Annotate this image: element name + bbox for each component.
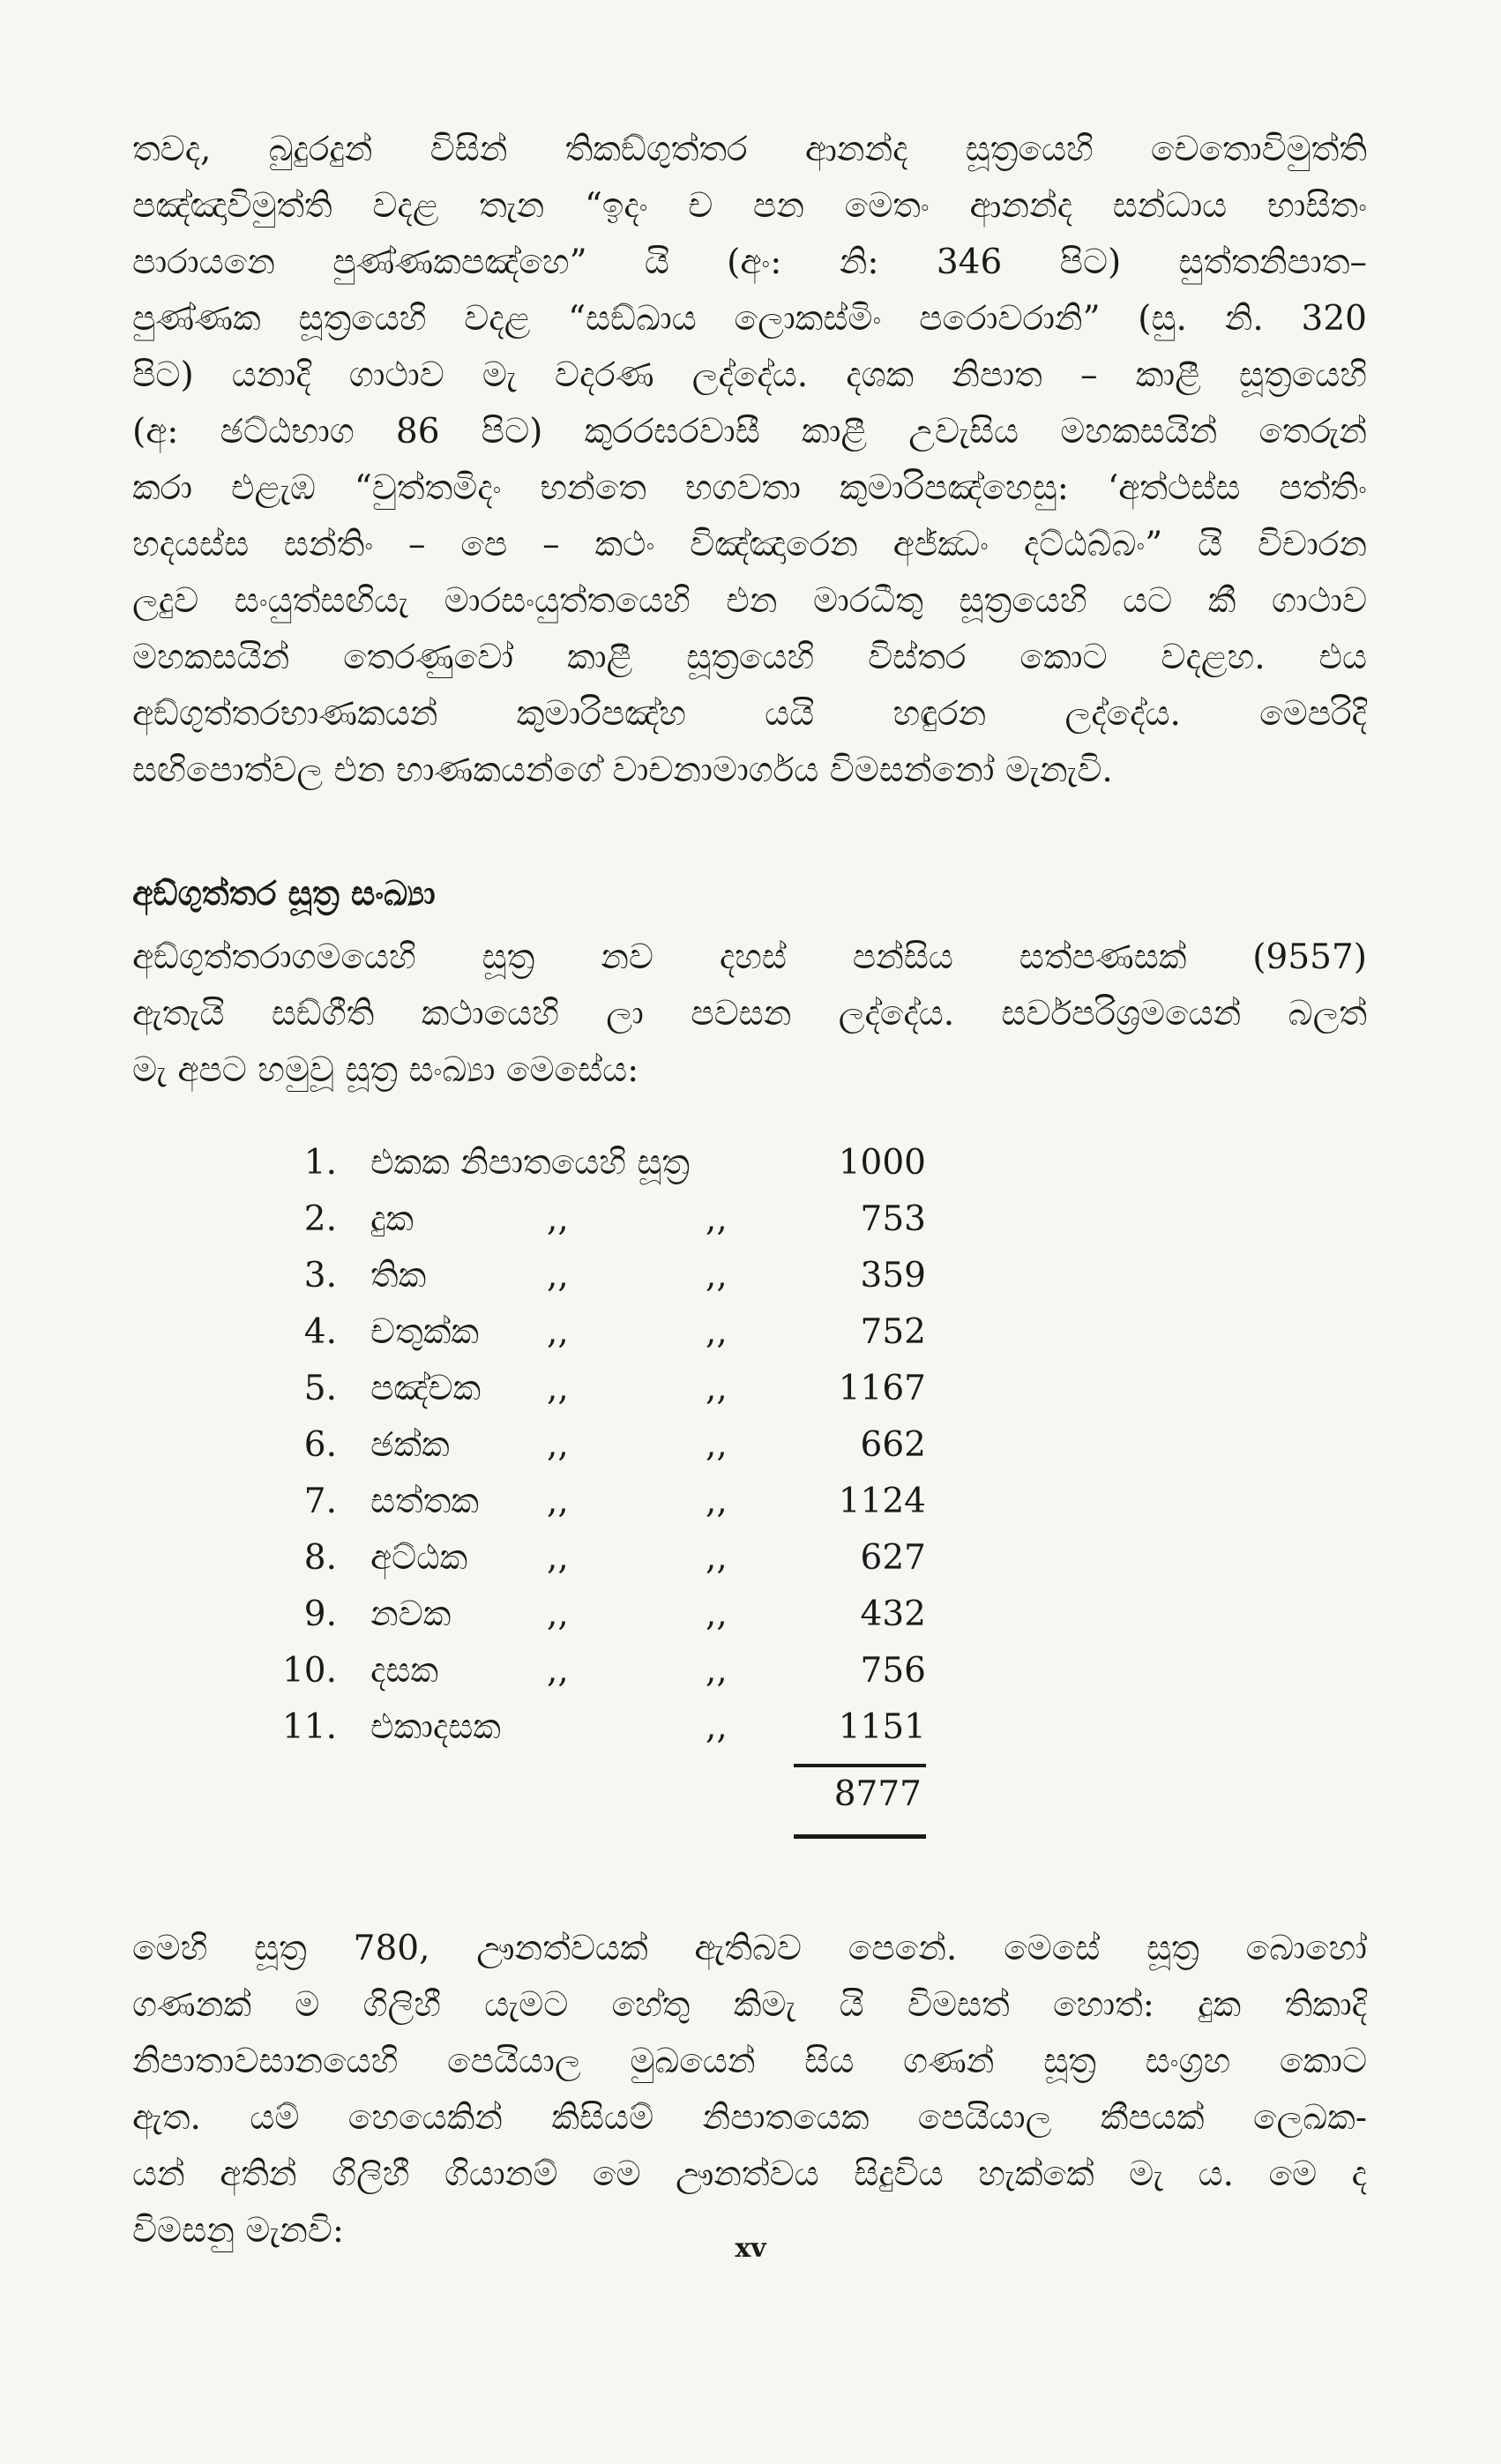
ditto-mark: ,, [547,1256,569,1295]
ditto-mark: ,, [547,1594,569,1634]
text-line: ගණනක් ම ගිලිහී යැමට හේතු කිමැ යි විමසත් හොත්: දුක තිකාදි [132,1985,1367,2025]
text-line: කරා එළැඹ “වුත්තමිදං භන්තෙ භගවතා කුමාරිපඤ්හෙසු: ‘අත්ථස්ස පත්තිං [132,468,1367,508]
ditto-mark: ,, [547,1482,569,1521]
section-heading: අඞ්ගුත්තර සූත්‍ර සංඛ්‍යා [132,873,436,913]
text-line: පුණ්ණක සූත්‍රයෙහි වදළ “සඞ්ඛාය ලොකස්මිං පරොවරානි” (සු. නි. 320 [132,299,1367,339]
ditto-mark: ,, [706,1538,728,1578]
ditto-mark: ,, [706,1594,728,1634]
row-number: 8. [303,1538,337,1578]
text-line: අඞ්ගුත්තරාගමයෙහි සූත්‍ර නව දහස් පන්සිය සත්පණසක් (9557) [132,937,1367,977]
sutta-count-table [273,1143,979,1764]
sutta-count: 753 [860,1199,926,1239]
nipata-name: චතුක්ක [370,1312,480,1352]
nipata-name: දසක [370,1651,439,1691]
nipata-name: ඡක්ක [370,1425,450,1465]
ditto-mark: ,, [706,1425,728,1465]
sutta-count: 1167 [838,1369,926,1408]
text-line: පිට) යනාදි ගාථාව මැ වදරණ ලද්දේය. දශක නිපාත – කාළී සූත්‍රයෙහි [132,355,1367,395]
sutta-count: 432 [860,1594,926,1634]
text-line: ලදුව සංයුත්සඟියැ මාරසංයුත්තයෙහි එන මාරධීතු සූත්‍රයෙහි යට කී ගාථාව [132,581,1367,621]
row-number: 5. [303,1369,337,1408]
sutta-count: 1000 [838,1143,926,1183]
nipata-name: එකක නිපාතයෙහි සූත්‍ර [370,1143,691,1183]
ditto-mark: ,, [547,1651,569,1691]
text-line: විමසනු මැනවි: [132,2211,344,2251]
ditto-mark: ,, [706,1482,728,1521]
nipata-name: පඤ්චක [370,1369,482,1408]
nipata-name: දුක [370,1199,414,1239]
row-number: 6. [303,1425,337,1465]
sum-rule-bottom [794,1834,926,1839]
nipata-name: අට්ඨක [370,1538,468,1578]
table-row [273,1143,979,1199]
sutta-count: 1151 [838,1707,926,1747]
paragraph-intro [132,122,1367,799]
table-row [273,1425,979,1482]
ditto-mark: ,, [706,1312,728,1352]
ditto-mark: ,, [706,1369,728,1408]
table-row [273,1482,979,1538]
nipata-name: තික [370,1256,427,1295]
sutta-count: 756 [860,1651,926,1691]
sutta-count: 752 [860,1312,926,1352]
nipata-name: සත්තක [370,1482,480,1521]
nipata-name: නවක [370,1594,452,1634]
text-line: යන් අතින් ගිලිහී ගියානම් මෙ ඌනත්වය සිදුවිය හැක්කේ මැ ය. මෙ ද [132,2154,1367,2194]
table-row [273,1707,979,1764]
sutta-count: 662 [860,1425,926,1465]
text-line: මහකසයින් තෙරණුවෝ කාළී සූත්‍රයෙහි විස්තර කොට වදළහ. එය [132,638,1367,677]
text-line: පඤ්ඤාවිමුත්ති වදළ තැන “ඉදං ච පන මෙතං ආනන්ද සන්ධාය භාසිතං [132,186,1367,226]
ditto-mark: ,, [706,1199,728,1239]
text-line: ඇතැයි සඞ්ගීති කථායෙහි ලා පවසන ලද්දේය. සර්වපරිශ්‍රමයෙන් බලත් [132,994,1367,1034]
text-line: ඇත. යම් හෙයෙකින් කිසියම් නිපාතයෙක පෙයියාල කීපයක් ලෙඛක- [132,2098,1367,2138]
row-number: 3. [303,1256,337,1295]
table-row [273,1256,979,1312]
table-row [273,1538,979,1594]
text-line: අඞ්ගුත්තරභාණකයන් කුමාරිපඤ්හ යයි හඳුරන ලද්දේය. මෙපරිදි [132,694,1367,734]
sum-rule-top [794,1764,926,1767]
text-line: පාරායනෙ පුණ්ණකපඤ්හෙ” යි (අං: නි: 346 පිට) සුත්තනිපාත– [132,243,1367,282]
ditto-mark: ,, [547,1369,569,1408]
sutta-count: 359 [860,1256,926,1295]
ditto-mark: ,, [706,1707,728,1747]
row-number: 11. [281,1707,337,1747]
table-row [273,1594,979,1651]
table-row [273,1312,979,1369]
row-number: 7. [303,1482,337,1521]
ditto-mark: ,, [547,1538,569,1578]
text-line: (අ: ඡට්ඨභාග 86 පිට) කුරරඝරවාසී කාළී උවැසිය මහකසයින් තෙරුන් [132,412,1367,452]
sutta-count: 627 [860,1538,926,1578]
page-number: xv [735,2233,766,2264]
table-row [273,1369,979,1425]
text-line: නිපාතාවසානයෙහි පෙයියාල මුඛයෙන් සිය ගණන් සූත්‍ර සංග්‍රහ කොට [132,2042,1367,2081]
ditto-mark: ,, [706,1651,728,1691]
ditto-mark: ,, [547,1312,569,1352]
paragraph-deficit [132,1921,1367,2259]
ditto-mark: ,, [706,1256,728,1295]
ditto-mark: ,, [547,1199,569,1239]
nipata-name: එකාදසක [370,1707,501,1747]
paragraph-sutta-count [132,930,1367,1099]
table-row [273,1651,979,1707]
text-line: තවද, බුදුරදුන් විසින් තිකඞ්ගුත්තර ආනන්ද සූත්‍රයෙහි චෙතොවිමුත්ති [132,130,1367,169]
table-row [273,1199,979,1256]
row-number: 9. [303,1594,337,1634]
sutta-count: 1124 [838,1482,926,1521]
total-count: 8777 [833,1774,922,1814]
text-line: හදයස්ස සන්තිං – පෙ – කථං විඤ්ඤාරෙන අජ්ඣං දට්ඨබ්බං” යි විචාරන [132,525,1367,564]
text-line: මෙහි සූත්‍ර 780, ඌනත්වයක් ඇතිබව පෙනේ. මෙසේ සූත්‍ර බොහෝ [132,1929,1367,1968]
row-number: 4. [303,1312,337,1352]
row-number: 10. [281,1651,337,1691]
ditto-mark: ,, [547,1425,569,1465]
text-line: මැ අපට හමුවූ සූත්‍ර සංඛ්‍යා මෙසේය: [132,1050,639,1090]
row-number: 2. [303,1199,337,1239]
text-line: සඟිපොත්වල එන භාණකයන්ගේ වාචනාමාර්ගය විමසන්නෝ මැනැවි. [132,750,1113,790]
row-number: 1. [303,1143,337,1183]
